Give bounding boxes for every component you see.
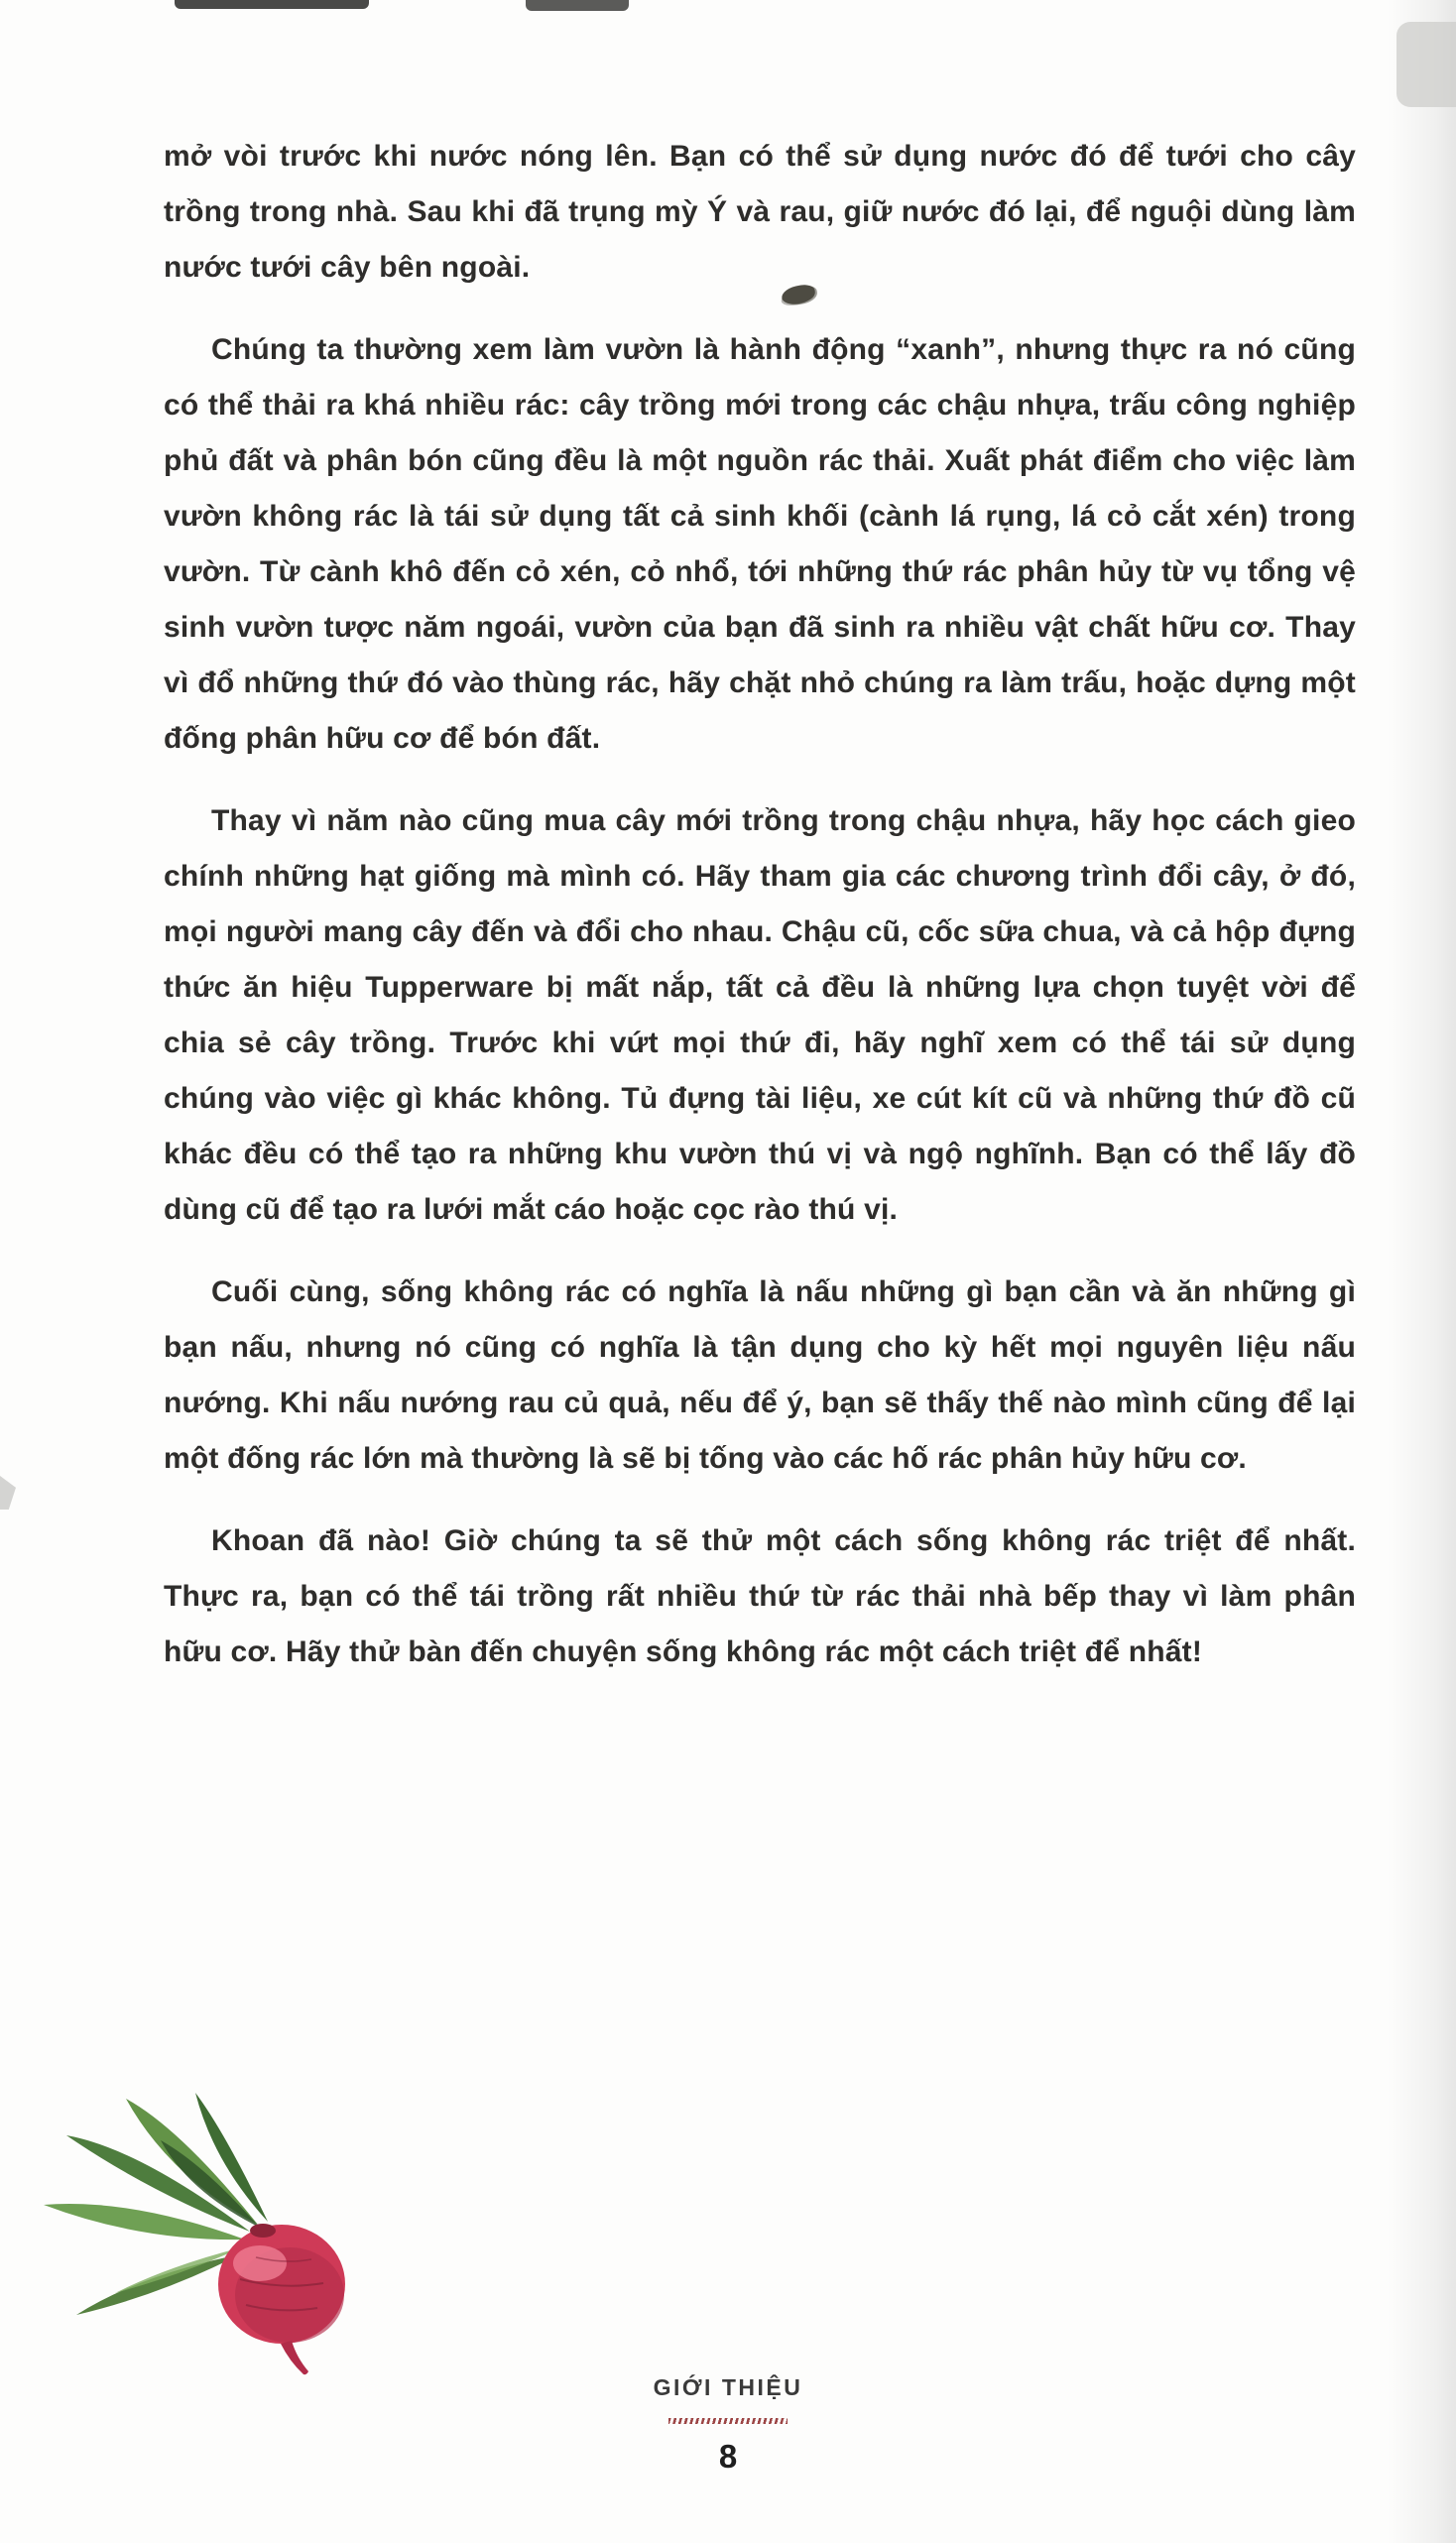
scan-artifact xyxy=(175,0,369,9)
scan-artifact xyxy=(526,0,629,11)
paragraph: Chúng ta thường xem làm vườn là hành động “xanh”, nhưng thực ra nó cũng có thể thải ra khá nhiều rác: cây trồng mới trong các chậu nhựa, trấu công nghiệp phủ đất và phân bón cũng đều là một nguồn rác thải. Xuất phát điểm cho việc làm vườn không rác là tái sử dụng tất cả sinh khối (cành lá rụng, lá cỏ cắt xén) trong vườn. Từ cành khô đến cỏ xén, cỏ nhổ, tới những thứ rác phân hủy từ vụ tổng vệ sinh vườn tược năm ngoái, vườn của bạn đã sinh ra nhiều vật chất hữu cơ. Thay vì đổ những thứ đó vào thùng rác, hãy chặt nhỏ chúng ra làm trấu, hoặc dựng một đống phân hữu cơ để bón đất. xyxy=(164,333,1356,755)
paragraph: Cuối cùng, sống không rác có nghĩa là nấu những gì bạn cần và ăn những gì bạn nấu, nhưng nó cũng có nghĩa là tận dụng cho kỳ hết mọi nguyên liệu nấu nướng. Khi nấu nướng rau củ quả, nếu để ý, bạn sẽ thấy thế nào mình cũng để lại một đống rác lớn mà thường là sẽ bị tống vào các hố rác phân hủy hữu cơ. xyxy=(164,1275,1356,1475)
scan-artifact xyxy=(0,1476,16,1510)
page-number: 8 xyxy=(718,2438,738,2475)
footer-section-label: GIỚI THIỆU xyxy=(653,2374,803,2400)
scan-artifact xyxy=(1396,22,1456,107)
radish-icon xyxy=(32,2081,381,2380)
paragraph: Khoan đã nào! Giờ chúng ta sẽ thử một cách sống không rác triệt để nhất. Thực ra, bạn có thể tái trồng rất nhiều thứ từ rác thải nhà bếp thay vì làm phân hữu cơ. Hãy thử bàn đến chuyện sống không rác một cách triệt để nhất! xyxy=(164,1524,1356,1668)
radish-illustration xyxy=(32,2081,381,2380)
paragraph: mở vòi trước khi nước nóng lên. Bạn có thể sử dụng nước đó để tưới cho cây trồng trong nhà. Sau khi đã trụng mỳ Ý và rau, giữ nước đó lại, để nguội dùng làm nước tưới cây bên ngoài. xyxy=(164,140,1356,284)
footer-decorative-rule xyxy=(668,2418,788,2424)
page-edge-shadow xyxy=(1387,0,1456,2543)
paragraph: Thay vì năm nào cũng mua cây mới trồng trong chậu nhựa, hãy học cách gieo chính những hạt giống mà mình có. Hãy tham gia các chương trình đổi cây, ở đó, mọi người mang cây đến và đổi cho nhau. Chậu cũ, cốc sữa chua, và cả hộp đựng thức ăn hiệu Tupperware bị mất nắp, tất cả đều là những lựa chọn tuyệt vời để chia sẻ cây trồng. Trước khi vứt mọi thứ đi, hãy nghĩ xem có thể tái sử dụng chúng vào việc gì khác không. Tủ đựng tài liệu, xe cút kít cũ và những thứ đồ cũ khác đều có thể tạo ra những khu vườn thú vị và ngộ nghĩnh. Bạn có thể lấy đồ dùng cũ để tạo ra lưới mắt cáo hoặc cọc rào thú vị. xyxy=(164,804,1356,1226)
body-text xyxy=(164,129,1356,1707)
